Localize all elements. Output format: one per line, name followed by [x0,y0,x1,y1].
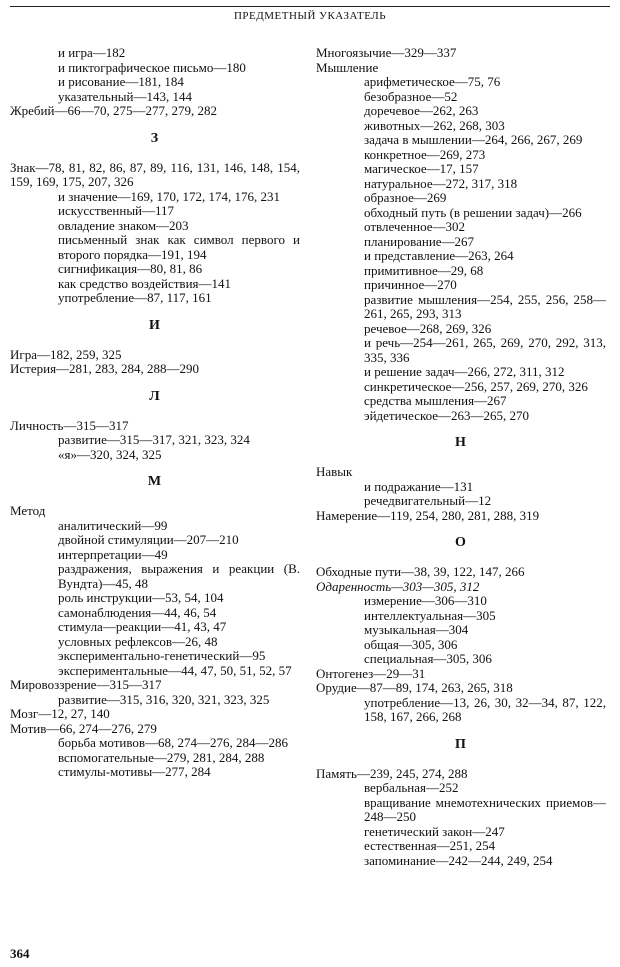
index-subentry: интерпретации—49 [58,546,168,562]
index-subentry: роль инструкции—53, 54, 104 [58,590,224,605]
index-subentry: средства мышления—267 [364,393,507,408]
index-subentry: синкретическое—256, 257, 269, 270, 326 [364,378,588,394]
index-subentry: запоминание—242—244, 249, 254 [364,852,553,868]
index-entry: Мотив—66, 274—276, 279 [10,720,157,736]
index-subentry: и речь—254—261, 265, 269, 270, 292, 313, 335, 336 [364,335,606,365]
index-subentry: условных рефлексов—26, 48 [58,633,218,649]
index-subentry: развитие—315—317, 321, 323, 324 [58,432,250,447]
index-entry: Мозг—12, 27, 140 [10,706,110,721]
index-subentry: измерение—306—310 [364,593,487,608]
index-subentry: и представление—263, 264 [364,248,514,263]
index-subentry: развитие мышления—254, 255, 256, 258—261, 265, 293, 313 [364,291,606,321]
running-header: ПРЕДМЕТНЫЙ УКАЗАТЕЛЬ [233,10,387,22]
index-entry: Метод [10,503,46,518]
index-subentry: употребление—87, 117, 161 [58,290,212,305]
index-subentry: как средство воздействия—141 [58,275,232,291]
index-subentry: самонаблюдения—44, 46, 54 [58,604,217,620]
section-letter: И [149,317,161,333]
index-subentry: вербальная—252 [364,780,459,795]
index-entry: Знак—78, 81, 82, 86, 87, 89, 116, 131, 146, 148, 154, 159, 169, 175, 207, 326 [10,159,300,189]
index-subentry: сигнификация—80, 81, 86 [58,261,203,276]
index-subentry: и пиктографическое письмо—180 [58,59,246,75]
index-entry: Орудие—87—89, 174, 263, 265, 318 [316,680,513,695]
section-letter: Л [149,388,161,404]
index-subentry: специальная—305, 306 [364,651,492,666]
section-letter: П [455,736,467,752]
index-subentry: образное—269 [364,190,447,205]
index-subentry: речедвигательный—12 [364,493,492,508]
index-entry: Игра—182, 259, 325 [10,346,122,362]
index-subentry: музыкальная—304 [364,622,469,637]
index-subentry: безобразное—52 [364,88,458,104]
index-subentry: и решение задач—266, 272, 311, 312 [364,364,565,379]
index-entry: Истерия—281, 283, 284, 288—290 [10,361,200,376]
index-subentry: экспериментально-генетический—95 [58,648,266,663]
index-subentry: раздражения, выражения и реакции (В. Вундта)—45, 48 [58,561,300,591]
index-subentry: искусственный—117 [58,203,175,218]
index-subentry: примитивное—29, 68 [364,262,484,278]
index-subentry: и игра—182 [58,45,126,60]
index-entry: Многоязычие—329—337 [316,45,457,60]
index-entry: Личность—315—317 [10,417,129,433]
index-entry: Мировоззрение—315—317 [10,677,162,692]
index-subentry: и значение—169, 170, 172, 174, 176, 231 [58,188,281,204]
index-subentry: аналитический—99 [58,517,168,533]
section-letter: Н [455,435,467,450]
left-column [10,46,300,780]
index-subentry: и рисование—181, 184 [58,74,184,89]
index-subentry: естественная—251, 254 [364,838,496,853]
index-entry: Обходные пути—38, 39, 122, 147, 266 [316,564,525,579]
section-letter: З [150,130,160,146]
index-subentry: и подражание—131 [364,478,474,494]
index-subentry: борьба мотивов—68, 274—276, 284—286 [58,735,289,750]
index-subentry: развитие—315, 316, 320, 321, 323, 325 [58,691,270,707]
index-subentry: планирование—267 [364,233,475,249]
right-column [316,46,606,868]
header-rule [10,6,610,7]
index-subentry: речевое—268, 269, 326 [364,320,492,336]
index-subentry: конкретное—269, 273 [364,146,486,162]
index-subentry: натуральное—272, 317, 318 [364,175,518,191]
index-subentry: «я»—320, 324, 325 [58,446,162,462]
index-subentry: доречевое—262, 263 [364,103,479,118]
index-subentry: отвлеченное—302 [364,219,466,234]
index-subentry: стимулы-мотивы—277, 284 [58,764,211,779]
page-number: 364 [10,946,30,961]
section-letter: М [147,474,163,489]
index-subentry: вращивание мнемотехнических приемов—248—250 [364,794,606,824]
index-subentry: овладение знаком—203 [58,217,189,233]
index-entry: Намерение—119, 254, 280, 281, 288, 319 [316,507,540,523]
index-subentry: общая—305, 306 [364,636,458,652]
index-subentry: интеллектуальная—305 [364,607,496,623]
index-entry: Мышление [316,59,379,75]
index-subentry: арифметическое—75, 76 [364,74,501,89]
index-subentry: вспомогательные—279, 281, 284, 288 [58,749,265,765]
section-letter: О [455,535,467,550]
index-subentry: стимула—реакции—41, 43, 47 [58,619,227,634]
index-entry: Онтогенез—29—31 [316,665,426,681]
index-subentry: экспериментальные—44, 47, 50, 51, 52, 57 [58,662,292,678]
index-subentry: генетический закон—247 [364,823,505,839]
index-entry: Одаренность—303—305, 312 [316,578,480,594]
index-entry: Память—239, 245, 274, 288 [316,765,468,781]
index-subentry: двойной стимуляции—207—210 [58,532,239,547]
index-subentry: магическое—17, 157 [364,161,479,176]
index-subentry: эйдетическое—263—265, 270 [364,407,530,423]
index-subentry: обходный путь (в решении задач)—266 [364,204,582,220]
index-subentry: письменный знак как символ первого и второго порядка—191, 194 [58,232,300,262]
index-subentry: употребление—13, 26, 30, 32—34, 87, 122, 158, 167, 266, 268 [364,694,606,724]
index-subentry: причинное—270 [364,277,457,292]
index-subentry: животных—262, 268, 303 [364,117,505,133]
index-subentry: указательный—143, 144 [58,88,192,104]
index-entry: Навык [316,464,353,479]
index-entry: Жребий—66—70, 275—277, 279, 282 [10,103,217,118]
index-subentry: задача в мышлении—264, 266, 267, 269 [364,132,583,147]
